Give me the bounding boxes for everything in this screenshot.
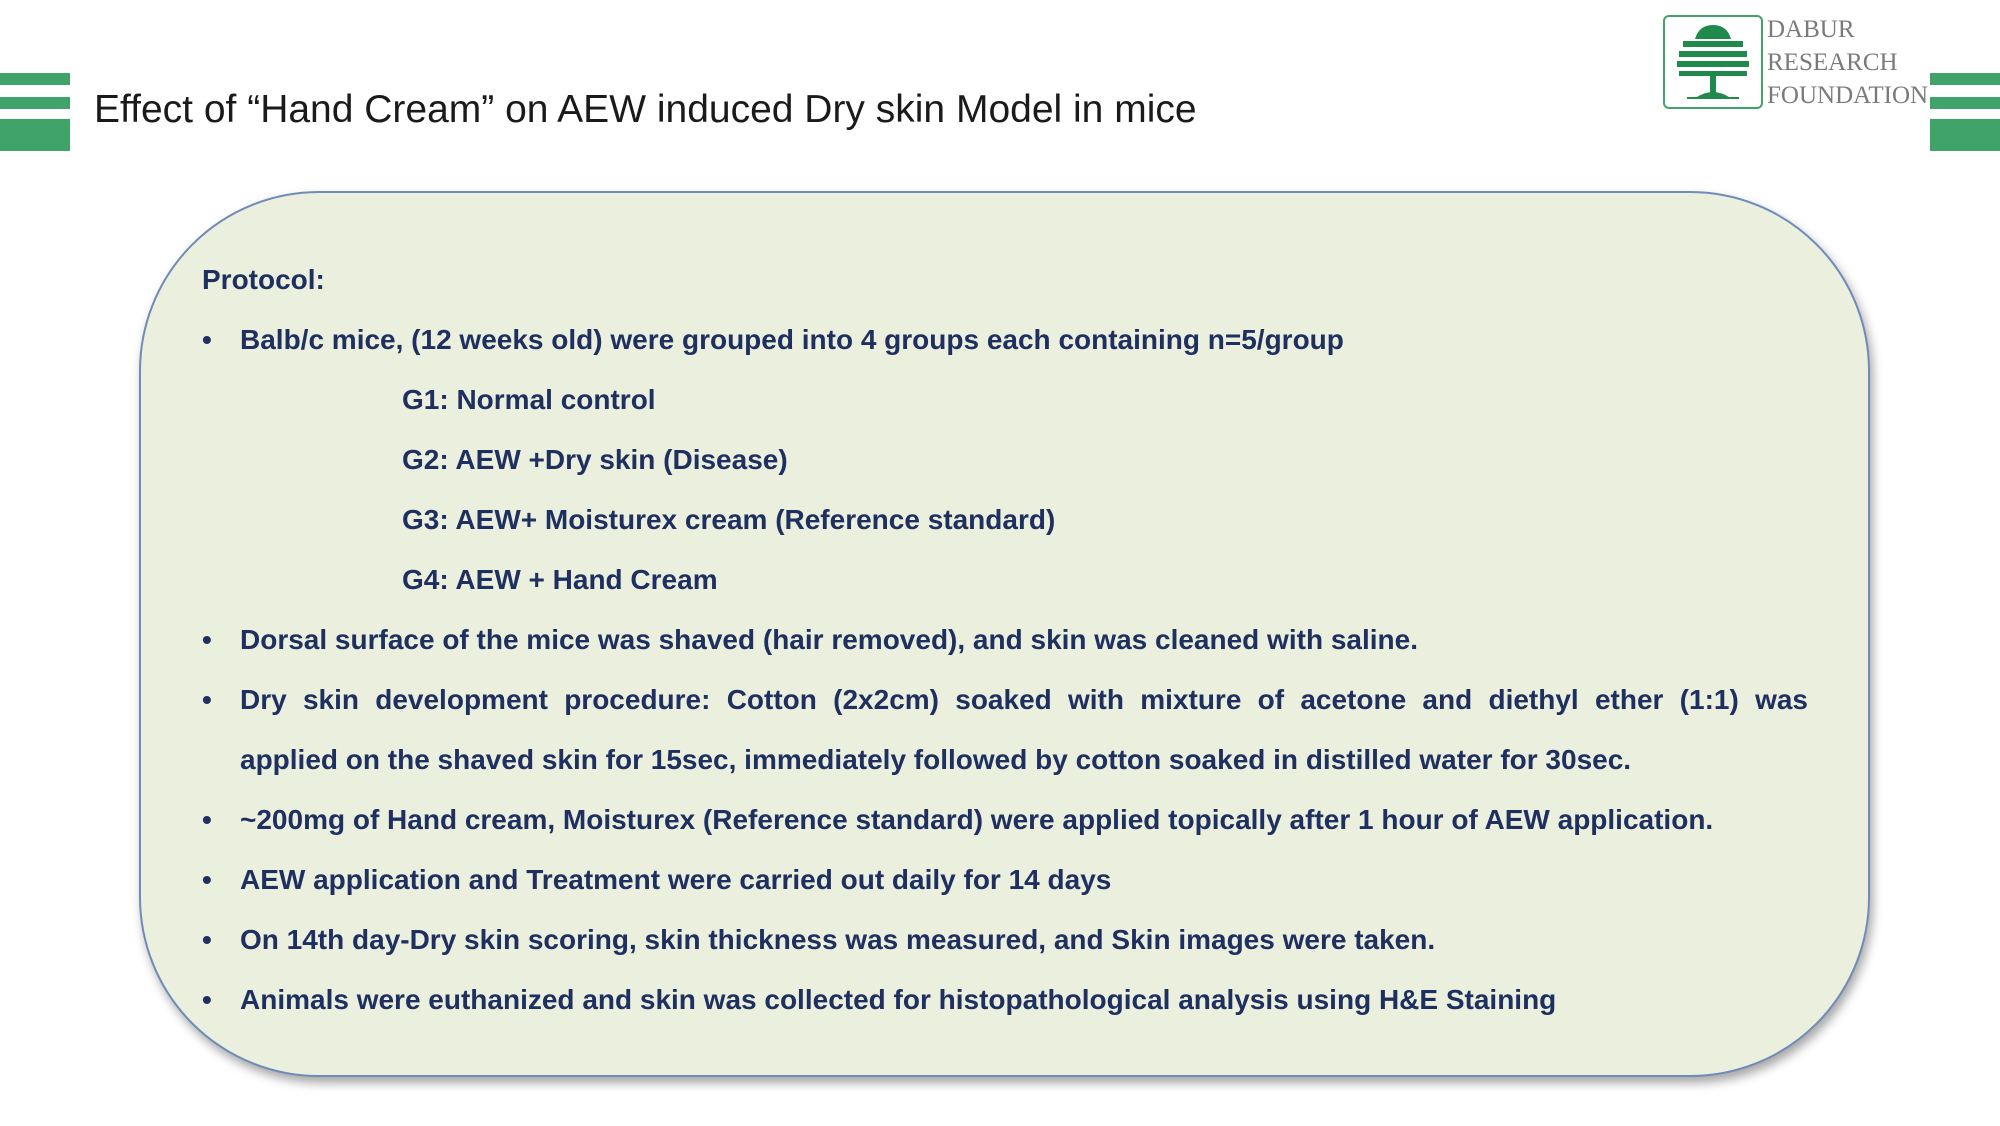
protocol-heading: Protocol: <box>202 264 325 295</box>
left-decor-bars <box>0 73 70 151</box>
step-text: On 14th day-Dry skin scoring, skin thickness was measured, and Skin images were taken. <box>240 924 1436 955</box>
list-item <box>202 922 1808 982</box>
step-text: Dorsal surface of the mice was shaved (hair removed), and skin was cleaned with saline. <box>240 624 1418 655</box>
group-label: G4: AEW + Hand Cream <box>402 564 718 595</box>
intro-text: Balb/c mice, (12 weeks old) were grouped into 4 groups each containing n=5/group <box>240 324 1344 355</box>
bullet-icon: • <box>202 864 212 895</box>
group-label: G3: AEW+ Moisturex cream (Reference standard) <box>402 504 1056 535</box>
list-item <box>202 862 1808 922</box>
list-item <box>202 682 1808 742</box>
group-item <box>202 562 1808 622</box>
group-item <box>202 442 1808 502</box>
group-item <box>202 502 1808 562</box>
step-text: Dry skin development procedure: Cotton (2x2cm) soaked with mixture of acetone and diethyl ether (1:1) was <box>240 684 1808 715</box>
group-label: G2: AEW +Dry skin (Disease) <box>402 444 788 475</box>
step-text: AEW application and Treatment were carried out daily for 14 days <box>240 864 1112 895</box>
protocol-content <box>202 262 1808 1042</box>
slide-title: Effect of “Hand Cream” on AEW induced Dry skin Model in mice <box>94 88 1197 131</box>
group-item <box>202 382 1808 442</box>
step-text: Animals were euthanized and skin was collected for histopathological analysis using H&E Staining <box>240 984 1557 1015</box>
bullet-icon: • <box>202 924 212 955</box>
logo-line-1: DABUR <box>1767 16 1855 43</box>
bullet-icon: • <box>202 984 212 1015</box>
list-item <box>202 802 1808 862</box>
bullet-icon: • <box>202 684 212 715</box>
bullet-icon: • <box>202 804 212 835</box>
list-item <box>202 982 1808 1042</box>
list-item-continuation <box>202 742 1808 802</box>
bullet-icon: • <box>202 324 212 355</box>
group-label: G1: Normal control <box>402 384 656 415</box>
logo-line-2: RESEARCH <box>1767 49 1898 76</box>
dabur-logo <box>1663 13 1948 113</box>
logo-wordmark <box>1767 13 1928 112</box>
step-text: ~200mg of Hand cream, Moisturex (Reference standard) were applied topically after 1 hour of AEW application. <box>240 804 1714 835</box>
step-text: applied on the shaved skin for 15sec, immediately followed by cotton soaked in distilled water for 30sec. <box>240 744 1632 775</box>
bullet-icon: • <box>202 624 212 655</box>
tree-icon <box>1663 15 1763 109</box>
list-item <box>202 622 1808 682</box>
list-item <box>202 322 1808 382</box>
logo-line-3: FOUNDATION <box>1767 82 1929 109</box>
protocol-heading-row <box>202 262 1808 322</box>
